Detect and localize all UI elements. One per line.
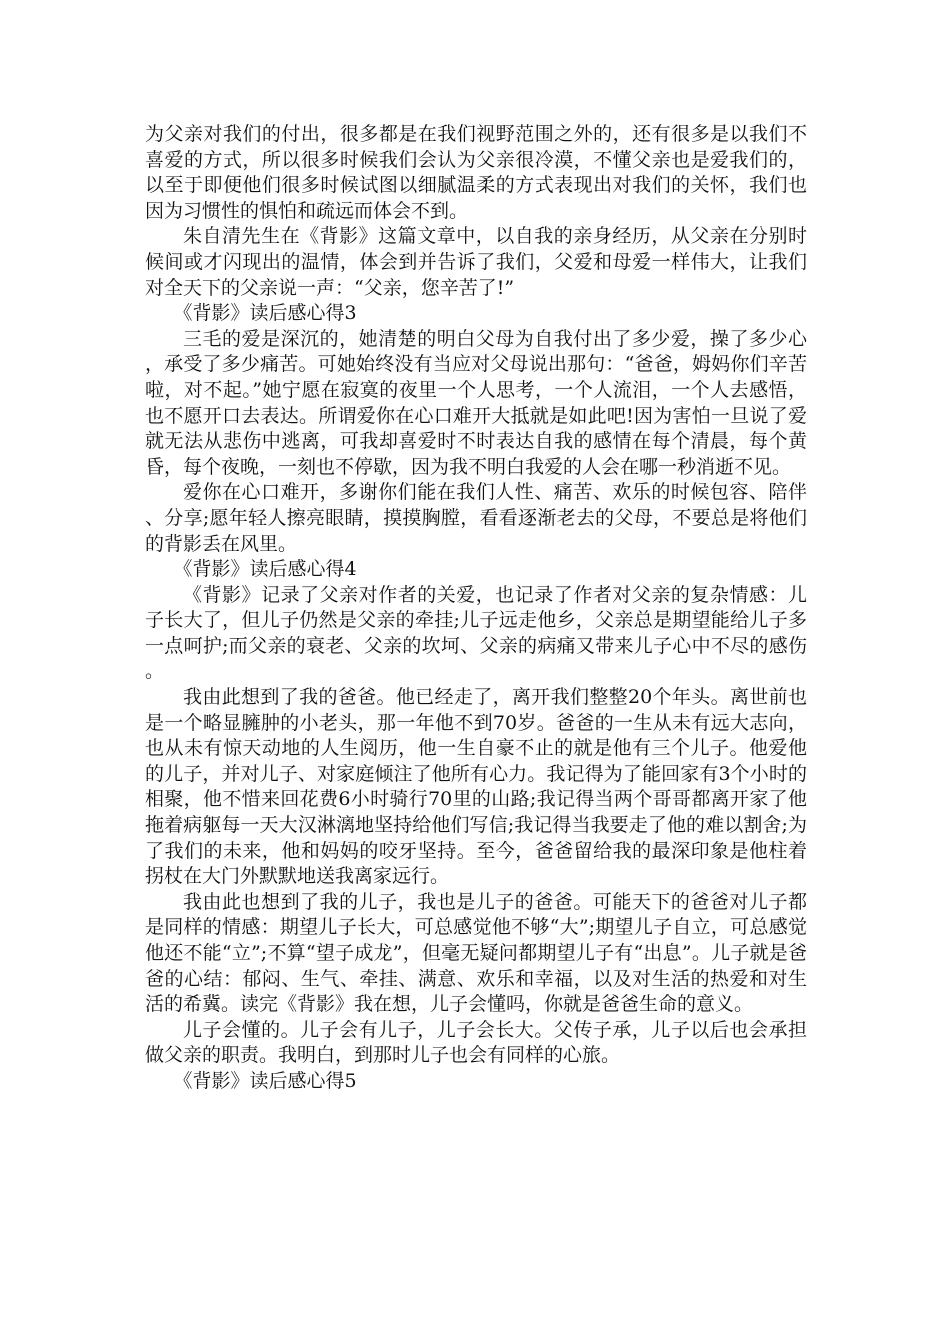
section-heading: 《背影》读后感心得4 [173,558,357,581]
paragraph: 我由此也想到了我的儿子，我也是儿子的爸爸。可能天下的爸爸对儿子都是同样的情感：期望儿子长大，可总感觉他不够“大”;期望儿子自立，可总感觉他还不能“立”;不算“望子成龙”，但毫无疑问都期望儿子有“出息”。儿子就是爸爸的心结：郁闷、生气、牵挂、满意、欢乐和幸福，以及对生活的热爱和对生活的希冀。读完《背影》我在想，儿子会懂吗，你就是爸爸生命的意义。 [145,890,807,1016]
paragraph: 《背影》记录了父亲对作者的关爱，也记录了作者对父亲的复杂情感：儿子长大了，但儿子仍然是父亲的牵挂;儿子远走他乡，父亲总是期望能给儿子多一点呵护;而父亲的衰老、父亲的坎坷、父亲的病痛又带来儿子心中不尽的感伤。 [145,583,807,683]
paragraph: 我由此想到了我的爸爸。他已经走了，离开我们整整20个年头。离世前也是一个略显臃肿的小老头，那一年他不到70岁。爸爸的一生从未有远大志向，也从未有惊天动地的人生阅历，他一生自豪不止的就是他有三个儿子。他爱他的儿子，并对儿子、对家庭倾注了他所有心力。我记得为了能回家有3个小时的相聚，他不惜来回花费6小时骑行70里的山路;我记得当两个哥哥都离开家了他拖着病躯每一天大汉淋漓地坚持给他们写信;我记得当我要走了他的难以割舍;为了我们的未来，他和妈妈的咬牙坚持。至今，爸爸留给我的最深印象是他柱着拐杖在大门外默默地送我离家远行。 [145,686,807,888]
paragraph: 朱自清先生在《背影》这篇文章中，以自我的亲身经历，从父亲在分别时候间或才闪现出的温情，体会到并告诉了我们，父爱和母爱一样伟大，让我们对全天下的父亲说一声：“父亲，您辛苦了!” [145,225,807,299]
paragraph: 爱你在心口难开，多谢你们能在我们人性、痛苦、欢乐的时候包容、陪伴、分享;愿年轻人擦亮眼睛，摸摸胸膛，看看逐渐老去的父母，不要总是将他们的背影丢在风里。 [145,481,807,555]
paragraph: 三毛的爱是深沉的，她清楚的明白父母为自我付出了多少爱，操了多少心，承受了多少痛苦。可她始终没有当应对父母说出那句：“爸爸，姆妈你们辛苦啦，对不起。”她宁愿在寂寞的夜里一个人思考，一个人流泪，一个人去感悟，也不愿开口去表达。所谓爱你在心口难开大抵就是如此吧!因为害怕一旦说了爱就无法从悲伤中逃离，可我却喜爱时不时表达自我的感情在每个清晨，每个黄昏，每个夜晚，一刻也不停歇，因为我不明白我爱的人会在哪一秒消逝不见。 [145,327,807,478]
paragraph: 儿子会懂的。儿子会有儿子，儿子会长大。父传子承，儿子以后也会承担做父亲的职责。我明白，到那时儿子也会有同样的心旅。 [145,1018,807,1067]
section-heading: 《背影》读后感心得3 [173,302,357,325]
paragraph: 为父亲对我们的付出，很多都是在我们视野范围之外的，还有很多是以我们不喜爱的方式，所以很多时候我们会认为父亲很冷漠，不懂父亲也是爱我们的，以至于即便他们很多时候试图以细腻温柔的方式表现出对我们的关怀，我们也因为习惯性的惧怕和疏远而体会不到。 [145,123,807,222]
section-heading: 《背影》读后感心得5 [173,1069,357,1092]
document-page [145,122,807,1095]
